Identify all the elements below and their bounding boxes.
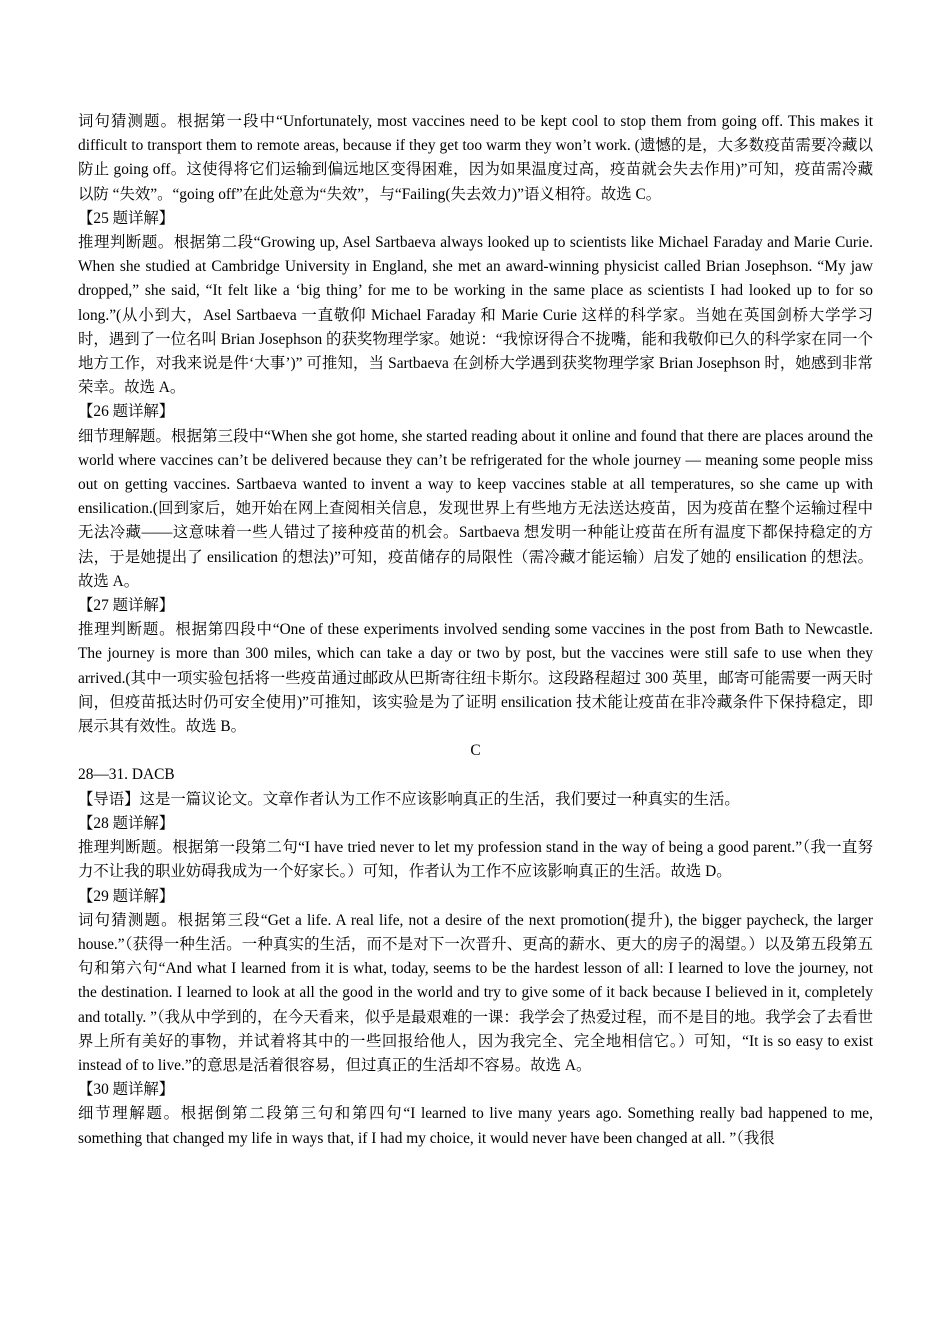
explanation-paragraph-27: 推理判断题。根据第四段中“One of these experiments involved sending some vaccines in the post from Bath to Newcastle. The journey is more than 300 miles, which can take a day or two by post, but the vaccines were still safe to use when they arrived.(其中一项实验包括将一些疫苗通过邮政从巴斯寄往纽卡斯尔。这段路程超过 300 英里，邮寄可能需要一两天时间，但疫苗抵达时仍可安全使用)”可推知，该实验是为了证明 ensilication 技术能让疫苗在非冷藏条件下保持稳定，即展示其有效性。故选 B。 <box>78 621 873 736</box>
question-25-heading: 【25 题详解】 <box>78 209 175 227</box>
explanation-paragraph-29: 词句猜测题。根据第三段“Get a life. A real life, not a desire of the next promotion(提升), the bigger paycheck, the larger house.”（获得一种生活。一种真实的生活，而不是对下一次晋升、更高的薪水、更大的房子的渴望。）以及第五段第五句和第六句“And what I learned from it is what, today, seems to be the hardest lesson of all: I learned to love the journey, not the destination. I learned to look at all the good in the world and try to give some of it back because I believed in it, completely and totally. ”（我从中学到的，在今天看来，似乎是最艰难的一课：我学会了热爱过程，而不是目的地。我学会了去看世界上所有美好的事物，并试着将其中的一些回报给他人，因为我完全、完全地相信它。）可知，“It is so easy to exist instead of to live.”的意思是活着很容易，但过真正的生活却不容易。故选 A。 <box>78 911 873 1074</box>
explanation-paragraph-28: 推理判断题。根据第一段第二句“I have tried never to let my profession stand in the way of being a good parent.”（我一直努力不让我的职业妨碍我成为一个好家长。）可知，作者认为工作不应该影响真正的生活。故选 D。 <box>78 839 873 881</box>
question-30-heading: 【30 题详解】 <box>78 1081 175 1099</box>
explanation-paragraph-30: 细节理解题。根据倒第二段第三句和第四句“I learned to live many years ago. Something really bad happened to me, something that changed my life in ways that, if I had my choice, it would never have been changed at all. ”（我很 <box>78 1105 873 1147</box>
explanation-paragraph-24: 词句猜测题。根据第一段中“Unfortunately, most vaccines need to be kept cool to stop them from going off. This makes it difficult to transport them to remote areas, because if they get too warm they won’t work. (遗憾的是，大多数疫苗需要冷藏以防止 going off。这使得将它们运输到偏远地区变得困难，因为如果温度过高，疫苗就会失去作用)”可知，疫苗需冷藏以防 “失效”。“going off”在此处意为“失效”，与“Failing(失去效力)”语义相符。故选 C。 <box>78 113 873 203</box>
question-26-heading: 【26 题详解】 <box>78 403 175 421</box>
question-28-heading: 【28 题详解】 <box>78 814 175 832</box>
answer-key: 28—31. DACB <box>78 766 175 784</box>
explanation-paragraph-26: 细节理解题。根据第三段中“When she got home, she started reading about it online and found that there are places around the world where vaccines can’t be delivered because they can’t be refrigerated for the whole journey — meaning some people miss out on getting vaccines. Sartbaeva wanted to invent a way to keep vaccines stable at all temperatures, so she came up with ensilication.(回到家后，她开始在网上查阅相关信息，发现世界上有些地方无法送达疫苗，因为疫苗在整个运输过程中无法冷藏——这意味着一些人错过了接种疫苗的机会。Sartbaeva 想发明一种能让疫苗在所有温度下都保持稳定的方法，于是她提出了 ensilication 的想法)”可知，疫苗储存的局限性（需冷藏才能运输）启发了她的 ensilication 的想法。故选 A。 <box>78 427 873 590</box>
section-letter: C <box>470 742 481 760</box>
explanation-paragraph-25: 推理判断题。根据第二段“Growing up, Asel Sartbaeva always looked up to scientists like Michael Faraday and Marie Curie. When she studied at Cambridge University in England, she met an award-winning physicist called Brian Josephson. “My jaw dropped,” she said, “It felt like a ‘big thing’ for me to be working in the same place as scientists I had looked up to for so long.”(从小到大，Asel Sartbaeva 一直敬仰 Michael Faraday 和 Marie Curie 这样的科学家。当她在英国剑桥大学学习时，遇到了一位名叫 Brian Josephson 的获奖物理学家。她说：“我惊讶得合不拢嘴，能和我敬仰已久的科学家在同一个地方工作，对我来说是件‘大事’)” 可推知，当 Sartbaeva 在剑桥大学遇到获奖物理学家 Brian Josephson 时，她感到非常荣幸。故选 A。 <box>78 234 873 397</box>
question-27-heading: 【27 题详解】 <box>78 597 175 615</box>
question-29-heading: 【29 题详解】 <box>78 887 175 905</box>
answer-explanations <box>78 110 873 1151</box>
passage-intro: 【导语】这是一篇议论文。文章作者认为工作不应该影响真正的生活，我们要过一种真实的生活。 <box>78 790 740 808</box>
